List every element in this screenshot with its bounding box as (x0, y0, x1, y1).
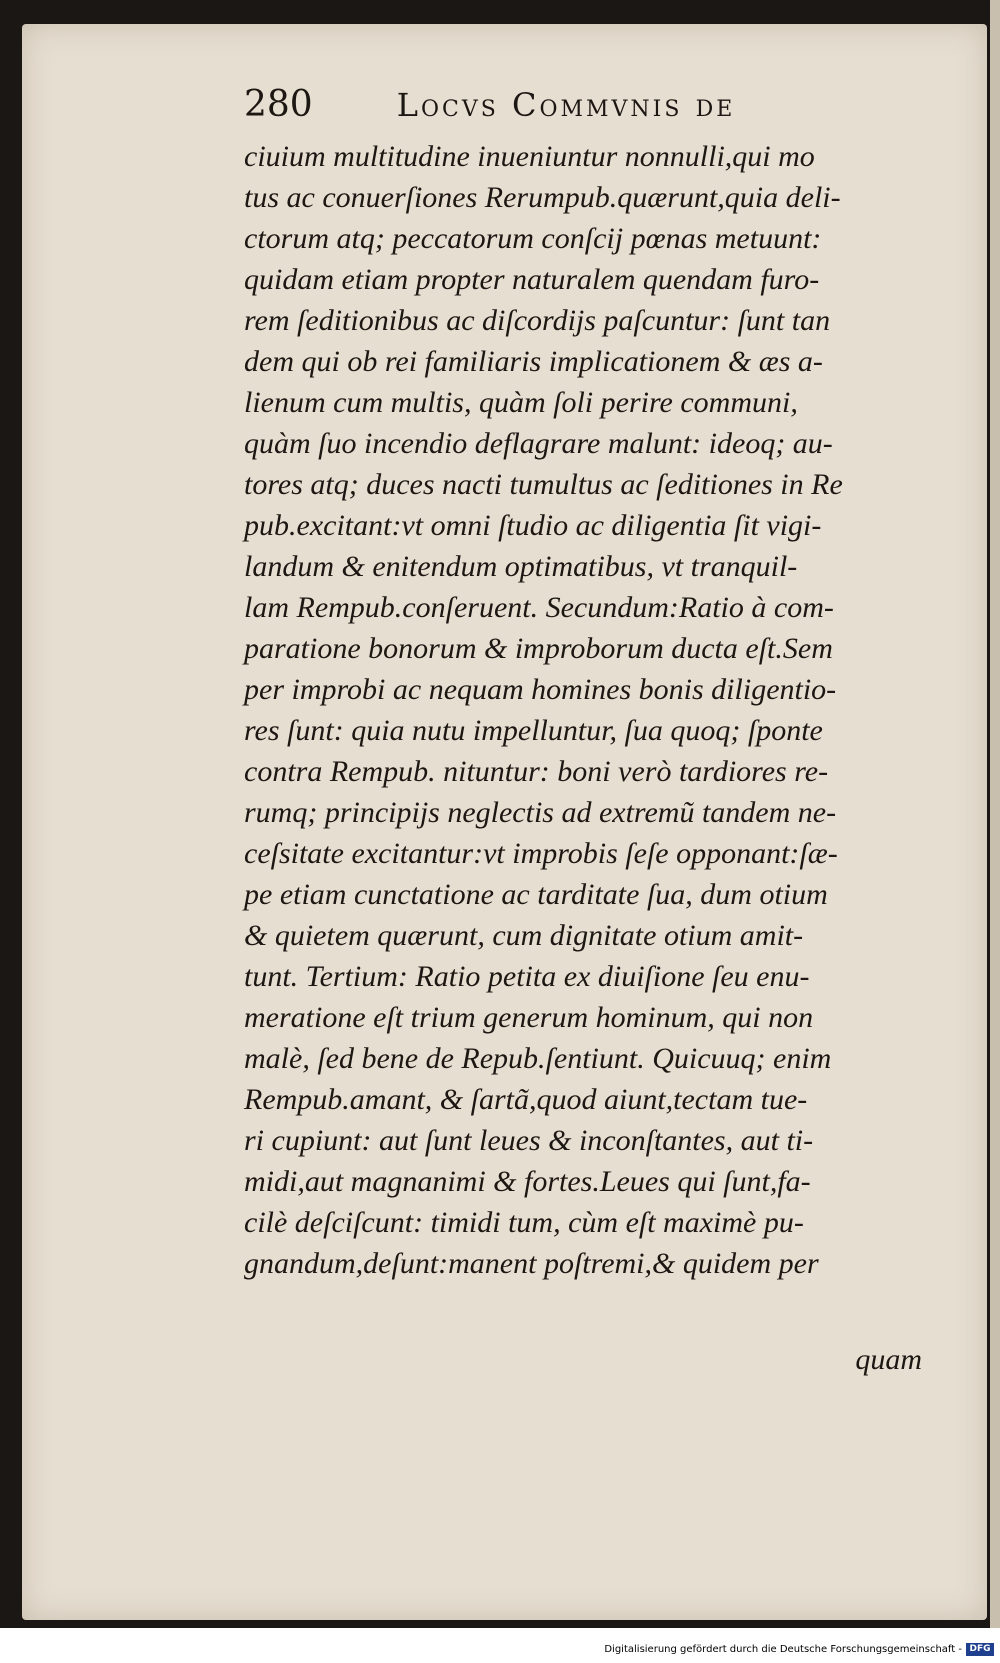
text-line: cilè deſciſcunt: timidi tum, cùm eſt maximè pu- (244, 1206, 804, 1239)
text-line: tunt. Tertium: Ratio petita ex diuiſione ſeu enu- (244, 960, 810, 993)
text-line: Rempub.amant, & ſartã,quod aiunt,tectam tue- (244, 1083, 808, 1116)
footer-bar (0, 1640, 1000, 1663)
text-line: gnandum,deſunt:manent poſtremi,& quidem per (244, 1247, 819, 1280)
text-line: pub.excitant:vt omni ſtudio ac diligentia ſit vigi- (244, 509, 822, 542)
text-line: dem qui ob rei familiaris implicationem & æs a- (244, 345, 823, 378)
text-line: malè, ſed bene de Repub.ſentiunt. Quicuuq; enim (244, 1042, 832, 1075)
text-line: rumq; principijs neglectis ad extremũ tandem ne- (244, 796, 837, 829)
text-line: ciuium multitudine inueniuntur nonnulli,qui mo (244, 140, 815, 173)
text-line: ri cupiunt: aut ſunt leues & inconſtantes, aut ti- (244, 1124, 814, 1157)
text-line: tores atq; duces nacti tumultus ac ſeditiones in Re (244, 468, 843, 501)
text-line: contra Rempub. nituntur: boni verò tardiores re- (244, 755, 829, 788)
text-line: lam Rempub.conſeruent. Secundum:Ratio à com- (244, 591, 834, 624)
page-number: 280 (244, 84, 313, 125)
text-line: meratione eſt trium generum hominum, qui non (244, 1001, 814, 1034)
text-line: pe etiam cunctatione ac tarditate ſua, dum otium (244, 878, 828, 911)
book-edge (990, 0, 1000, 1628)
running-head (244, 84, 934, 128)
running-head-title: Locvs Commvnis de (396, 86, 736, 124)
text-line: landum & enitendum optimatibus, vt tranquil- (244, 550, 798, 583)
text-line: paratione bonorum & improborum ducta eſt.Sem (244, 632, 833, 665)
text-line: res ſunt: quia nutu impelluntur, ſua quoq; ſponte (244, 714, 823, 747)
text-line: per improbi ac nequam homines bonis diligentio- (244, 673, 837, 706)
text-line: tus ac conuerſiones Rerumpub.quærunt,quia deli- (244, 181, 841, 214)
text-line: ceſsitate excitantur:vt improbis ſeſe opponant:ſæ- (244, 837, 838, 870)
text-line: lienum cum multis, quàm ſoli perire communi, (244, 386, 798, 419)
text-line: ctorum atq; peccatorum conſcij pœnas metuunt: (244, 222, 822, 255)
text-line: quidam etiam propter naturalem quendam furo- (244, 263, 820, 296)
body-text (244, 136, 944, 1284)
footer-credit: Digitalisierung gefördert durch die Deutsche Forschungsgemeinschaft - (604, 1644, 962, 1655)
text-line: midi,aut magnanimi & fortes.Leues qui ſunt,fa- (244, 1165, 811, 1198)
catchword: quam (855, 1343, 922, 1376)
text-line: quàm ſuo incendio deflagrare malunt: ideoq; au- (244, 427, 833, 460)
text-line: & quietem quærunt, cum dignitate otium amit- (244, 919, 804, 952)
text-line: rem ſeditionibus ac diſcordijs paſcuntur: ſunt tan (244, 304, 831, 337)
dfg-logo: DFG (966, 1643, 994, 1656)
